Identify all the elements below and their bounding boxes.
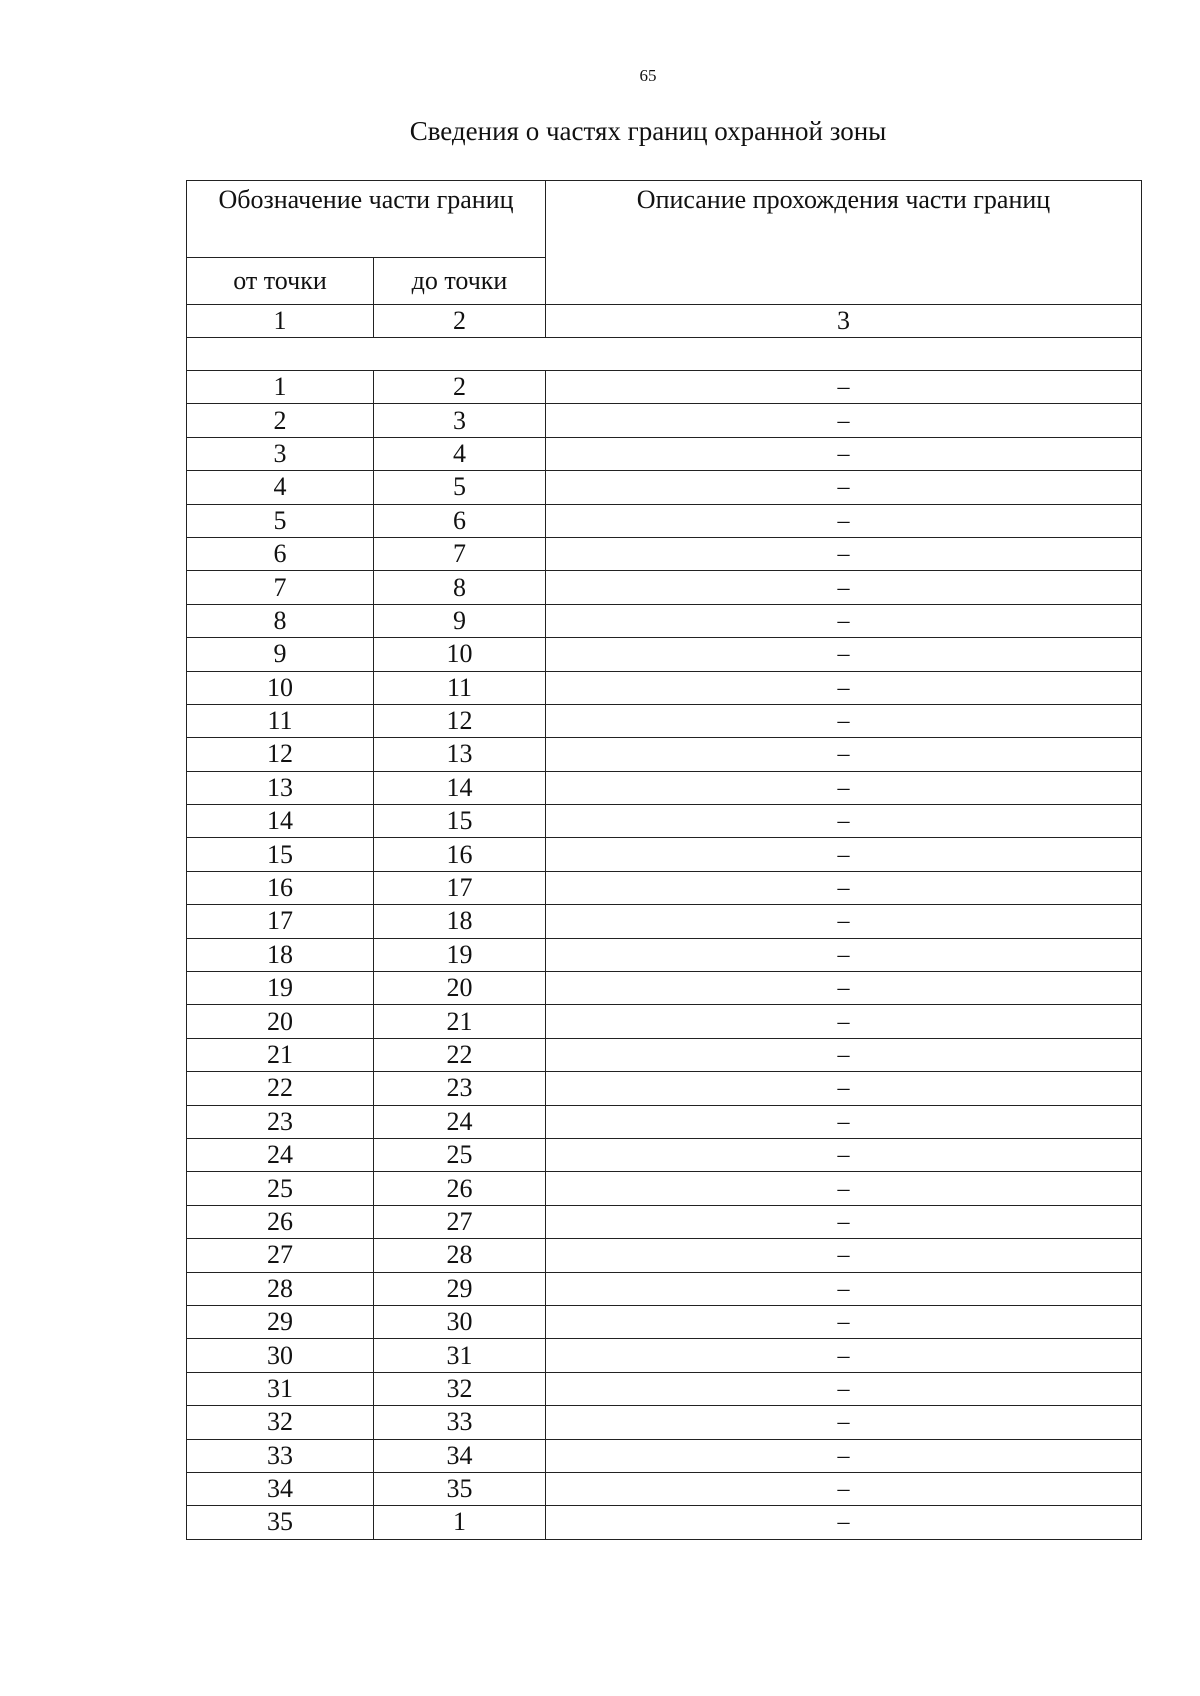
to-point-cell: 21 <box>374 1005 546 1038</box>
table-row <box>187 504 1142 537</box>
table-row <box>187 638 1142 671</box>
table-row <box>187 671 1142 704</box>
description-cell: – <box>546 1005 1142 1038</box>
description-cell: – <box>546 371 1142 404</box>
table-row <box>187 537 1142 570</box>
table-row <box>187 805 1142 838</box>
to-point-cell: 22 <box>374 1038 546 1071</box>
from-point-cell: 33 <box>187 1439 374 1472</box>
to-point-cell: 1 <box>374 1506 546 1539</box>
column-number-1: 1 <box>187 305 374 338</box>
description-cell: – <box>546 972 1142 1005</box>
document-title: Сведения о частях границ охранной зоны <box>409 116 887 146</box>
description-cell: – <box>546 504 1142 537</box>
table-row <box>187 1472 1142 1505</box>
description-cell: – <box>546 671 1142 704</box>
to-point-cell: 7 <box>374 537 546 570</box>
to-point-cell: 13 <box>374 738 546 771</box>
table-row <box>187 1172 1142 1205</box>
to-point-cell: 14 <box>374 771 546 804</box>
description-cell: – <box>546 838 1142 871</box>
from-point-cell: 15 <box>187 838 374 871</box>
table-row <box>187 404 1142 437</box>
from-point-cell: 2 <box>187 404 374 437</box>
from-point-cell: 21 <box>187 1038 374 1071</box>
from-point-cell: 3 <box>187 437 374 470</box>
from-point-cell: 10 <box>187 671 374 704</box>
description-cell: – <box>546 805 1142 838</box>
from-point-cell: 22 <box>187 1072 374 1105</box>
from-point-cell: 26 <box>187 1205 374 1238</box>
from-point-cell: 14 <box>187 805 374 838</box>
table-row <box>187 738 1142 771</box>
description-cell: – <box>546 1172 1142 1205</box>
page-number: 65 <box>639 66 657 85</box>
description-cell: – <box>546 1472 1142 1505</box>
description-cell: – <box>546 1105 1142 1138</box>
table-row <box>187 1439 1142 1472</box>
to-point-cell: 34 <box>374 1439 546 1472</box>
empty-section-cell <box>187 338 1142 371</box>
table-row <box>187 1138 1142 1171</box>
from-point-cell: 24 <box>187 1138 374 1171</box>
from-point-cell: 9 <box>187 638 374 671</box>
description-cell: – <box>546 871 1142 904</box>
to-point-cell: 10 <box>374 638 546 671</box>
from-point-cell: 19 <box>187 972 374 1005</box>
table-row <box>187 371 1142 404</box>
to-point-cell: 33 <box>374 1406 546 1439</box>
table-row <box>187 1072 1142 1105</box>
to-point-cell: 23 <box>374 1072 546 1105</box>
description-cell: – <box>546 1272 1142 1305</box>
table-row <box>187 972 1142 1005</box>
table-row <box>187 437 1142 470</box>
from-point-cell: 34 <box>187 1472 374 1505</box>
description-cell: – <box>546 638 1142 671</box>
from-point-cell: 25 <box>187 1172 374 1205</box>
description-cell: – <box>546 1305 1142 1338</box>
to-point-cell: 9 <box>374 604 546 637</box>
to-point-cell: 29 <box>374 1272 546 1305</box>
from-point-cell: 29 <box>187 1305 374 1338</box>
to-point-cell: 15 <box>374 805 546 838</box>
from-point-cell: 12 <box>187 738 374 771</box>
from-point-cell: 6 <box>187 537 374 570</box>
description-cell: – <box>546 537 1142 570</box>
description-cell: – <box>546 771 1142 804</box>
table-row <box>187 771 1142 804</box>
table-row <box>187 1205 1142 1238</box>
description-cell: – <box>546 1205 1142 1238</box>
to-point-cell: 18 <box>374 905 546 938</box>
to-point-cell: 6 <box>374 504 546 537</box>
to-point-cell: 28 <box>374 1239 546 1272</box>
table-row <box>187 938 1142 971</box>
description-cell: – <box>546 571 1142 604</box>
empty-section-row <box>187 338 1142 371</box>
table-row <box>187 1506 1142 1539</box>
header-boundary-designation: Обозначение части границ <box>187 181 546 258</box>
to-point-cell: 16 <box>374 838 546 871</box>
description-cell: – <box>546 1038 1142 1071</box>
description-cell: – <box>546 938 1142 971</box>
to-point-cell: 35 <box>374 1472 546 1505</box>
from-point-cell: 16 <box>187 871 374 904</box>
table-row <box>187 571 1142 604</box>
description-cell: – <box>546 1439 1142 1472</box>
to-point-cell: 31 <box>374 1339 546 1372</box>
table-row <box>187 471 1142 504</box>
column-number-3: 3 <box>546 305 1142 338</box>
table-row <box>187 871 1142 904</box>
description-cell: – <box>546 1406 1142 1439</box>
from-point-cell: 32 <box>187 1406 374 1439</box>
to-point-cell: 20 <box>374 972 546 1005</box>
from-point-cell: 27 <box>187 1239 374 1272</box>
from-point-cell: 35 <box>187 1506 374 1539</box>
from-point-cell: 13 <box>187 771 374 804</box>
table-row <box>187 1272 1142 1305</box>
from-point-cell: 4 <box>187 471 374 504</box>
column-number-2: 2 <box>374 305 546 338</box>
description-cell: – <box>546 471 1142 504</box>
table-row <box>187 1239 1142 1272</box>
description-cell: – <box>546 1339 1142 1372</box>
description-cell: – <box>546 437 1142 470</box>
from-point-cell: 18 <box>187 938 374 971</box>
description-cell: – <box>546 738 1142 771</box>
from-point-cell: 17 <box>187 905 374 938</box>
description-cell: – <box>546 905 1142 938</box>
column-number-row <box>187 305 1142 338</box>
from-point-cell: 20 <box>187 1005 374 1038</box>
to-point-cell: 30 <box>374 1305 546 1338</box>
to-point-cell: 25 <box>374 1138 546 1171</box>
boundary-parts-table <box>186 180 1142 1540</box>
table-row <box>187 1339 1142 1372</box>
to-point-cell: 11 <box>374 671 546 704</box>
table-row <box>187 1372 1142 1405</box>
to-point-cell: 3 <box>374 404 546 437</box>
description-cell: – <box>546 1372 1142 1405</box>
table-row <box>187 1406 1142 1439</box>
from-point-cell: 1 <box>187 371 374 404</box>
description-cell: – <box>546 604 1142 637</box>
table-row <box>187 704 1142 737</box>
from-point-cell: 7 <box>187 571 374 604</box>
table-row <box>187 1005 1142 1038</box>
description-cell: – <box>546 1239 1142 1272</box>
to-point-cell: 8 <box>374 571 546 604</box>
table-row <box>187 905 1142 938</box>
from-point-cell: 30 <box>187 1339 374 1372</box>
table-row <box>187 1105 1142 1138</box>
description-cell: – <box>546 704 1142 737</box>
from-point-cell: 31 <box>187 1372 374 1405</box>
to-point-cell: 5 <box>374 471 546 504</box>
description-cell: – <box>546 1138 1142 1171</box>
table-row <box>187 604 1142 637</box>
description-cell: – <box>546 404 1142 437</box>
header-boundary-description: Описание прохождения части границ <box>546 181 1142 305</box>
from-point-cell: 11 <box>187 704 374 737</box>
header-from-point: от точки <box>187 258 374 305</box>
to-point-cell: 32 <box>374 1372 546 1405</box>
from-point-cell: 23 <box>187 1105 374 1138</box>
from-point-cell: 5 <box>187 504 374 537</box>
to-point-cell: 26 <box>374 1172 546 1205</box>
to-point-cell: 24 <box>374 1105 546 1138</box>
description-cell: – <box>546 1072 1142 1105</box>
table-row <box>187 838 1142 871</box>
table-row <box>187 1305 1142 1338</box>
header-to-point: до точки <box>374 258 546 305</box>
to-point-cell: 4 <box>374 437 546 470</box>
to-point-cell: 27 <box>374 1205 546 1238</box>
description-cell: – <box>546 1506 1142 1539</box>
to-point-cell: 2 <box>374 371 546 404</box>
to-point-cell: 17 <box>374 871 546 904</box>
table-row <box>187 1038 1142 1071</box>
to-point-cell: 19 <box>374 938 546 971</box>
from-point-cell: 8 <box>187 604 374 637</box>
to-point-cell: 12 <box>374 704 546 737</box>
from-point-cell: 28 <box>187 1272 374 1305</box>
